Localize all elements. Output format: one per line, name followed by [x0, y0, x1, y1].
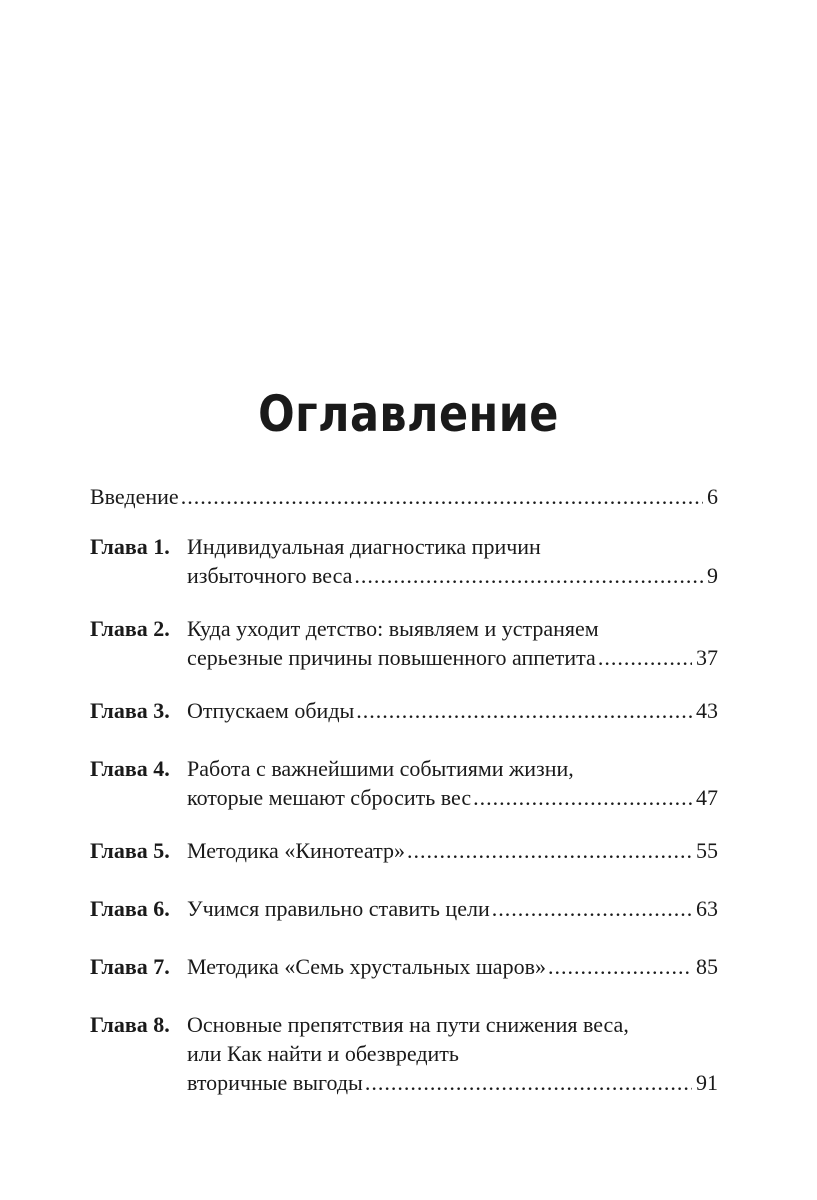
- toc-entry-title-line: Куда уходит детство: выявляем и устраняем: [187, 616, 599, 641]
- toc-page-number: 63: [696, 896, 718, 921]
- toc-entry-title-line: Индивидуальная диагностика причин: [187, 534, 541, 559]
- toc-page-number: 55: [696, 838, 718, 863]
- chapter-label: Глава 7.: [90, 954, 170, 979]
- chapter-label: Глава 4.: [90, 756, 170, 781]
- toc-entry-chapter-7[interactable]: [90, 952, 718, 981]
- toc-entry-chapter-4[interactable]: [90, 754, 718, 812]
- toc-entry-title-line: вторичные выгоды: [187, 1070, 363, 1095]
- table-of-contents: [90, 482, 718, 1121]
- toc-page-number: 37: [696, 645, 718, 670]
- dot-leader: [356, 696, 692, 725]
- page-title: Оглавление: [258, 384, 559, 443]
- toc-entry-title-line: Основные препятствия на пути снижения веса,: [187, 1012, 629, 1037]
- chapter-label: Глава 6.: [90, 896, 170, 921]
- toc-entry-title-line: которые мешают сбросить вес: [187, 785, 472, 810]
- toc-page-number: 9: [707, 563, 718, 588]
- toc-entry-title: Введение: [90, 484, 179, 509]
- chapter-label: Глава 1.: [90, 534, 170, 559]
- toc-entry-chapter-6[interactable]: [90, 894, 718, 923]
- dot-leader: [473, 783, 692, 812]
- toc-page-number: 43: [696, 698, 718, 723]
- toc-page-number: 85: [696, 954, 718, 979]
- dot-leader: [492, 894, 692, 923]
- dot-leader: [365, 1068, 692, 1097]
- chapter-label: Глава 3.: [90, 698, 170, 723]
- chapter-label: Глава 5.: [90, 838, 170, 863]
- toc-entry-title-line: избыточного веса: [187, 563, 353, 588]
- toc-entry-title-line: Учимся правильно ставить цели: [187, 896, 490, 921]
- dot-leader: [354, 561, 703, 590]
- dot-leader: [181, 482, 703, 511]
- toc-entry-intro[interactable]: [90, 482, 718, 511]
- toc-entry-title-line: Методика «Кинотеатр»: [187, 838, 405, 863]
- toc-entry-title-line: Работа с важнейшими событиями жизни,: [187, 756, 574, 781]
- toc-page-number: 6: [707, 484, 718, 509]
- dot-leader: [548, 952, 692, 981]
- chapter-label: Глава 2.: [90, 616, 170, 641]
- toc-page-number: 91: [696, 1070, 718, 1095]
- dot-leader: [407, 836, 692, 865]
- toc-page-number: 47: [696, 785, 718, 810]
- toc-entry-chapter-8[interactable]: [90, 1010, 718, 1097]
- chapter-label: Глава 8.: [90, 1012, 170, 1037]
- toc-entry-chapter-1[interactable]: [90, 532, 718, 590]
- toc-entry-title-line: серьезные причины повышенного аппетита: [187, 645, 596, 670]
- toc-entry-title-line: Методика «Семь хрустальных шаров»: [187, 954, 546, 979]
- toc-entry-chapter-2[interactable]: [90, 614, 718, 672]
- dot-leader: [598, 643, 692, 672]
- toc-entry-chapter-5[interactable]: [90, 836, 718, 865]
- toc-entry-chapter-3[interactable]: [90, 696, 718, 725]
- toc-entry-title-line: или Как найти и обезвредить: [187, 1041, 459, 1066]
- toc-entry-title-line: Отпускаем обиды: [187, 698, 355, 723]
